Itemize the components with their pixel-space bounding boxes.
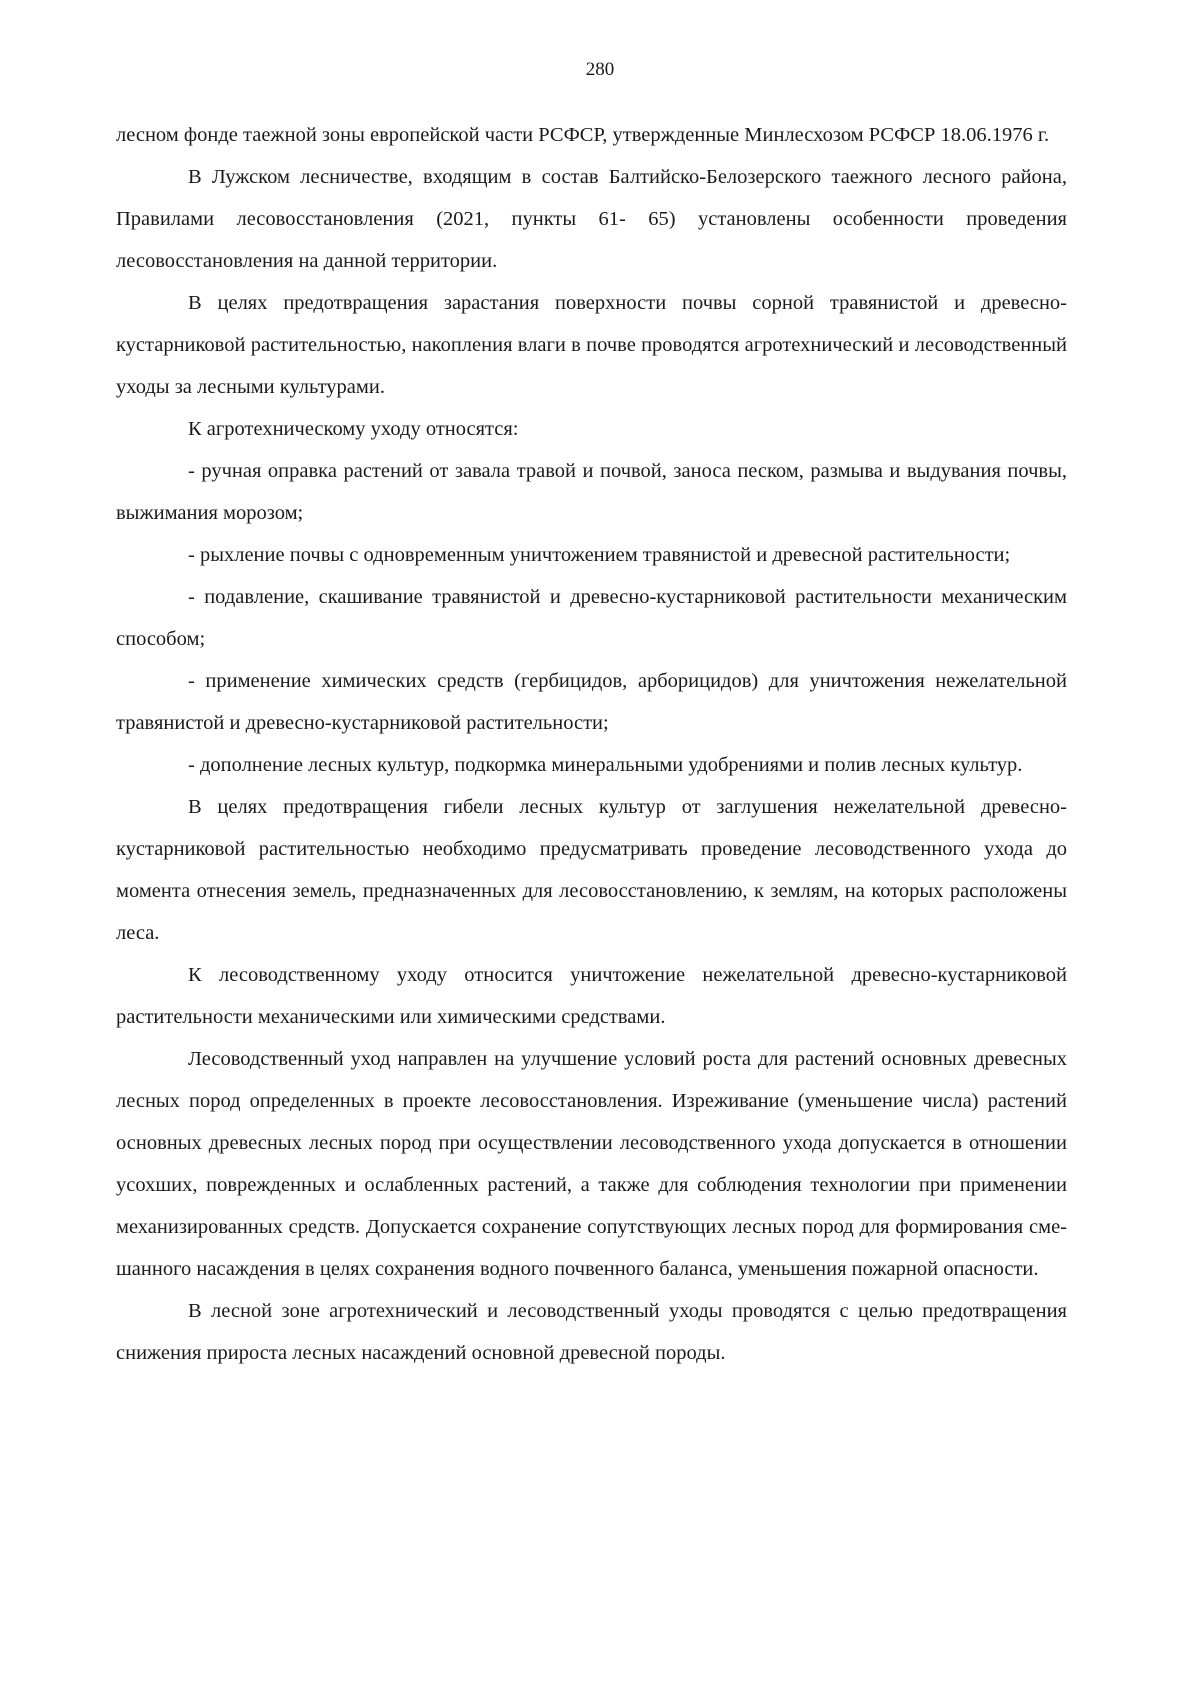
paragraph: В лесной зоне агротехнический и лесоводственный уходы проводятся с целью предотвращения снижения прироста лесных насаждений основной древесной породы. (116, 1300, 1067, 1364)
list-item: - рыхление почвы с одновременным уничтожением травянистой и древесной растительности; (188, 544, 1011, 566)
paragraph: В целях предотвращения зарастания поверхности почвы сорной травянистой и древесно-кустарниковой растительностью, накопления влаги в почве проводятся агротехнический и лесоводственный уходы за лесными культурами. (116, 292, 1067, 398)
list-item: - подавление, скашивание травянистой и древесно-кустарниковой растительности механическим способом; (116, 586, 1067, 650)
paragraph: К агротехническому уходу относятся: (188, 418, 519, 440)
paragraph: В целях предотвращения гибели лесных культур от заглушения нежелательной древесно-кустарниковой растительностью необходимо предусматривать проведение лесоводственного ухода до момента отнесения земель, предназначенных для лесовосстановлению, к землям, на которых расположены леса. (116, 796, 1067, 944)
paragraph: лесном фонде таежной зоны европейской части РСФСР, утвержденные Минлесхозом РСФСР 18.06.1976 г. (116, 124, 1050, 146)
paragraph: Лесоводственный уход направлен на улучшение условий роста для растений основных древесных лесных пород определенных в проекте лесовосстановления. Изреживание (уменьшение числа) растений основных древесных лесных пород при осуществлении лесоводственного ухода допускается в отношении усохших, поврежденных и ослабленных растений, а также для соблюдения технологии при применении механизированных средств. Допускается сохранение сопутствующих лесных пород для формирования смешанного насаждения в целях сохранения водного почвенного баланса, уменьшения пожарной опасности. (116, 1048, 1067, 1280)
list-item: - ручная оправка растений от завала травой и почвой, заноса песком, размыва и выдувания почвы, выжимания морозом; (116, 460, 1067, 524)
paragraph: В Лужском лесничестве, входящим в состав Балтийско-Белозерского таежного лесного района, Правилами лесовосстановления (2021, пункты 61- 65) установлены особенности проведения лесовосстановления на данной территории. (116, 166, 1067, 272)
page-number: 280 (585, 59, 615, 80)
paragraph: К лесоводственному уходу относится уничтожение нежелательной древесно-кустарниковой растительности механическими или химическими средствами. (116, 964, 1067, 1028)
document-body (116, 114, 1067, 1374)
list-item: - применение химических средств (гербицидов, арборицидов) для уничтожения нежелательной травянистой и древесно-кустарниковой растительности; (116, 670, 1067, 734)
list-item: - дополнение лесных культур, подкормка минеральными удобрениями и полив лесных культур. (188, 754, 1023, 776)
